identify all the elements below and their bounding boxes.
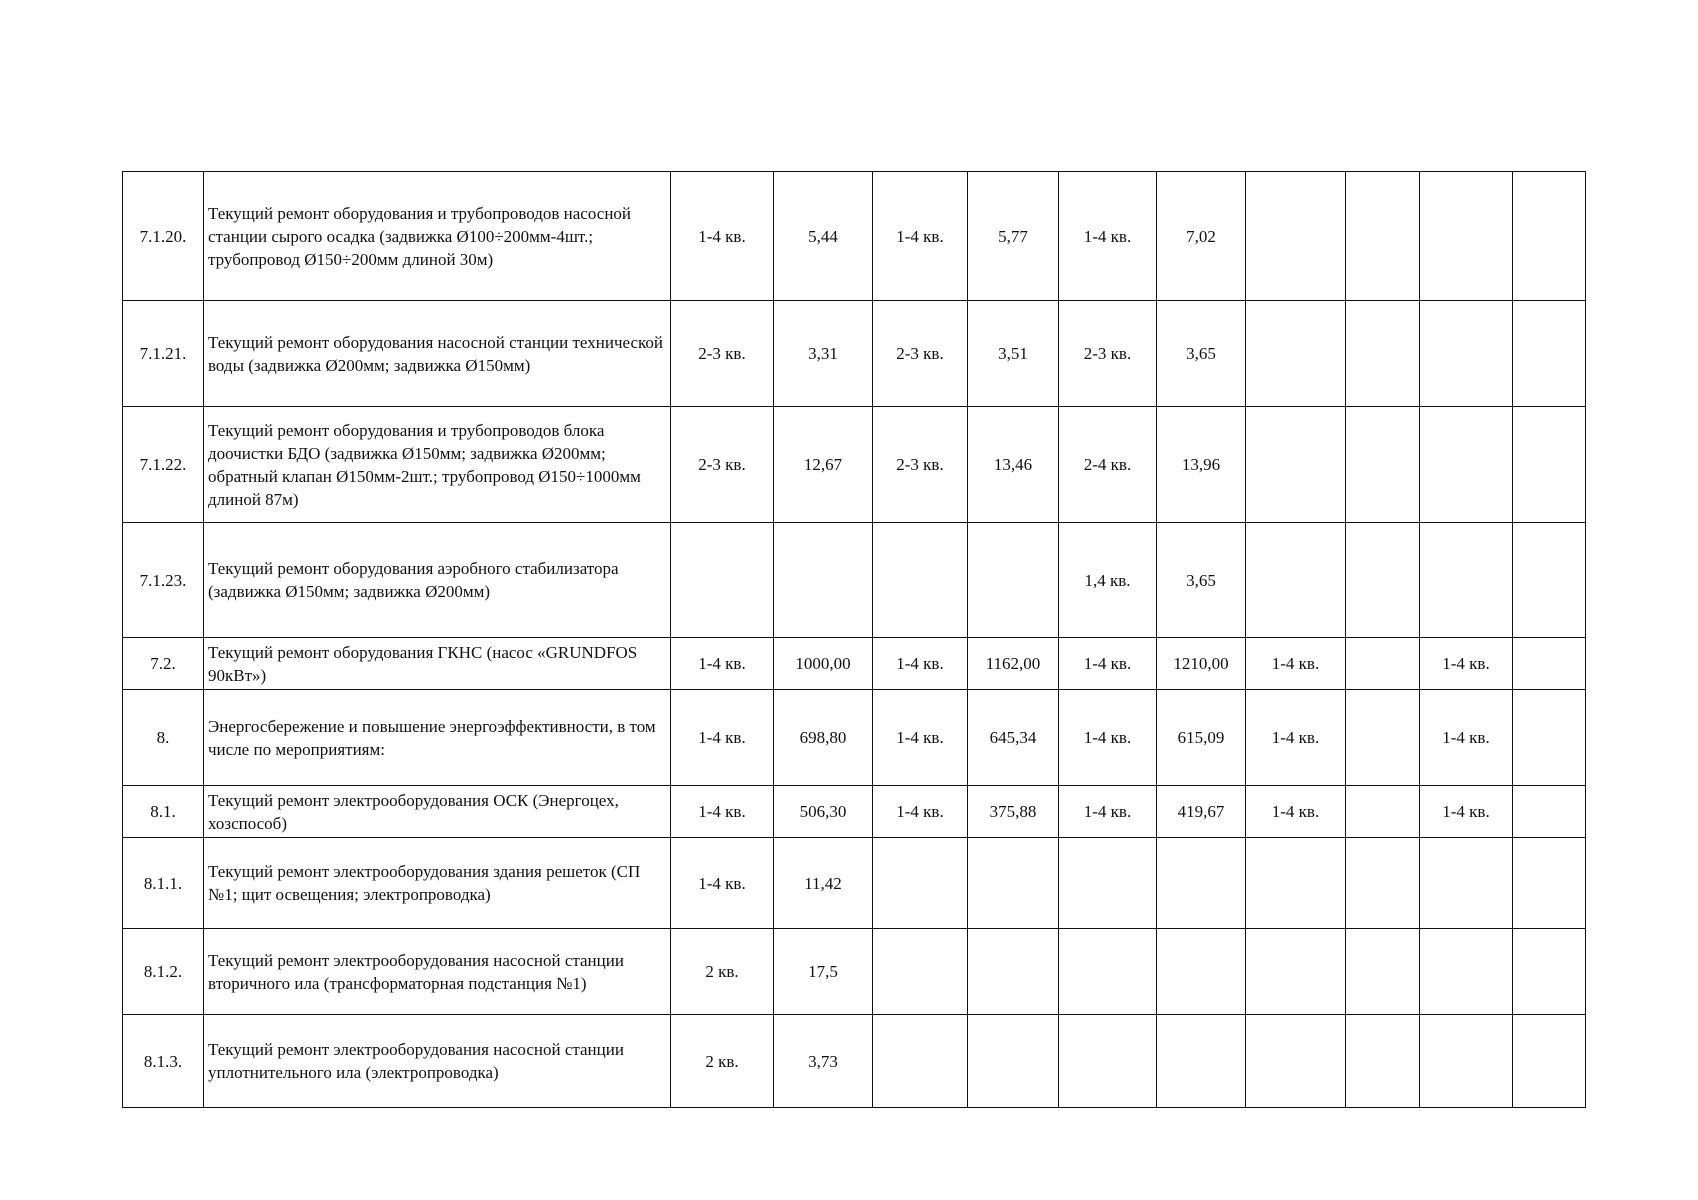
period-cell: 1-4 кв.: [1246, 786, 1346, 838]
table-row: [123, 1015, 1586, 1108]
period-cell: [873, 523, 968, 638]
description-cell: Текущий ремонт электрооборудования ОСК (Энергоцех, хозспособ): [204, 786, 671, 838]
period-cell: [1246, 523, 1346, 638]
row-number-cell: 8.: [123, 690, 204, 786]
period-cell: 1-4 кв.: [1059, 786, 1157, 838]
period-cell: [1246, 838, 1346, 929]
amount-cell: [1513, 638, 1586, 690]
amount-cell: [968, 1015, 1059, 1108]
description-cell: Энергосбережение и повышение энергоэффективности, в том числе по мероприятиям:: [204, 690, 671, 786]
amount-cell: 1000,00: [774, 638, 873, 690]
period-cell: 1-4 кв.: [1420, 786, 1513, 838]
amount-cell: 17,5: [774, 929, 873, 1015]
period-cell: 1-4 кв.: [873, 690, 968, 786]
amount-cell: [1513, 786, 1586, 838]
description-cell: Текущий ремонт оборудования ГКНС (насос «GRUNDFOS 90кВт»): [204, 638, 671, 690]
amount-cell: 3,51: [968, 301, 1059, 407]
period-cell: 2-3 кв.: [671, 407, 774, 523]
period-cell: 1-4 кв.: [671, 172, 774, 301]
period-cell: 2-3 кв.: [873, 407, 968, 523]
row-number-cell: 8.1.: [123, 786, 204, 838]
period-cell: [873, 929, 968, 1015]
amount-cell: [968, 838, 1059, 929]
amount-cell: 13,96: [1157, 407, 1246, 523]
description-cell: Текущий ремонт электрооборудования насосной станции уплотнительного ила (электропроводка): [204, 1015, 671, 1108]
amount-cell: [1513, 690, 1586, 786]
amount-cell: [1346, 929, 1420, 1015]
period-cell: [1246, 1015, 1346, 1108]
table-row: [123, 690, 1586, 786]
period-cell: 1-4 кв.: [1420, 690, 1513, 786]
period-cell: [873, 838, 968, 929]
amount-cell: 1162,00: [968, 638, 1059, 690]
period-cell: 1-4 кв.: [1420, 638, 1513, 690]
amount-cell: [968, 523, 1059, 638]
period-cell: 1-4 кв.: [671, 690, 774, 786]
amount-cell: [1346, 407, 1420, 523]
period-cell: 1-4 кв.: [873, 172, 968, 301]
row-number-cell: 7.1.22.: [123, 407, 204, 523]
description-cell: Текущий ремонт электрооборудования насосной станции вторичного ила (трансформаторная подстанция №1): [204, 929, 671, 1015]
period-cell: [1246, 301, 1346, 407]
amount-cell: [1157, 838, 1246, 929]
period-cell: [1059, 1015, 1157, 1108]
period-cell: [1059, 838, 1157, 929]
amount-cell: 615,09: [1157, 690, 1246, 786]
amount-cell: [1346, 838, 1420, 929]
period-cell: 1-4 кв.: [873, 786, 968, 838]
amount-cell: 3,65: [1157, 523, 1246, 638]
amount-cell: [1513, 838, 1586, 929]
row-number-cell: 7.1.21.: [123, 301, 204, 407]
period-cell: [671, 523, 774, 638]
amount-cell: 698,80: [774, 690, 873, 786]
row-number-cell: 8.1.3.: [123, 1015, 204, 1108]
description-cell: Текущий ремонт оборудования аэробного стабилизатора (задвижка Ø150мм; задвижка Ø200мм): [204, 523, 671, 638]
description-cell: Текущий ремонт электрооборудования здания решеток (СП №1; щит освещения; электропроводка): [204, 838, 671, 929]
amount-cell: 419,67: [1157, 786, 1246, 838]
period-cell: 1-4 кв.: [1246, 638, 1346, 690]
amount-cell: [1513, 301, 1586, 407]
amount-cell: 7,02: [1157, 172, 1246, 301]
table-row: [123, 838, 1586, 929]
amount-cell: 506,30: [774, 786, 873, 838]
description-cell: Текущий ремонт оборудования и трубопроводов блока доочистки БДО (задвижка Ø150мм; задвижка Ø200мм; обратный клапан Ø150мм-2шт.; трубопровод Ø150÷1000мм длиной 87м): [204, 407, 671, 523]
description-cell: Текущий ремонт оборудования насосной станции технической воды (задвижка Ø200мм; задвижка Ø150мм): [204, 301, 671, 407]
amount-cell: 11,42: [774, 838, 873, 929]
period-cell: [1420, 929, 1513, 1015]
table-row: [123, 929, 1586, 1015]
amount-cell: [774, 523, 873, 638]
amount-cell: [1346, 172, 1420, 301]
period-cell: 2-4 кв.: [1059, 407, 1157, 523]
table-row: [123, 786, 1586, 838]
period-cell: [1420, 301, 1513, 407]
amount-cell: [1513, 929, 1586, 1015]
period-cell: [1420, 523, 1513, 638]
amount-cell: 3,73: [774, 1015, 873, 1108]
period-cell: 2-3 кв.: [1059, 301, 1157, 407]
period-cell: 2-3 кв.: [671, 301, 774, 407]
amount-cell: [1346, 301, 1420, 407]
period-cell: 1-4 кв.: [1059, 690, 1157, 786]
amount-cell: [1513, 1015, 1586, 1108]
period-cell: [1246, 172, 1346, 301]
period-cell: 1-4 кв.: [1246, 690, 1346, 786]
amount-cell: 3,65: [1157, 301, 1246, 407]
table-row: [123, 301, 1586, 407]
amount-cell: 12,67: [774, 407, 873, 523]
period-cell: [1420, 1015, 1513, 1108]
table-row: [123, 172, 1586, 301]
row-number-cell: 8.1.2.: [123, 929, 204, 1015]
amount-cell: [1157, 1015, 1246, 1108]
period-cell: 1-4 кв.: [671, 838, 774, 929]
table-row: [123, 638, 1586, 690]
amount-cell: 1210,00: [1157, 638, 1246, 690]
description-cell: Текущий ремонт оборудования и трубопроводов насосной станции сырого осадка (задвижка Ø100÷200мм-4шт.; трубопровод Ø150÷200мм длиной 30м): [204, 172, 671, 301]
table-row: [123, 407, 1586, 523]
amount-cell: [1513, 407, 1586, 523]
amount-cell: [1513, 523, 1586, 638]
row-number-cell: 8.1.1.: [123, 838, 204, 929]
period-cell: 1-4 кв.: [1059, 638, 1157, 690]
amount-cell: [1513, 172, 1586, 301]
amount-cell: [1346, 690, 1420, 786]
amount-cell: 5,44: [774, 172, 873, 301]
period-cell: 1-4 кв.: [873, 638, 968, 690]
row-number-cell: 7.2.: [123, 638, 204, 690]
period-cell: 2 кв.: [671, 929, 774, 1015]
period-cell: [1420, 172, 1513, 301]
amount-cell: 375,88: [968, 786, 1059, 838]
table-row: [123, 523, 1586, 638]
period-cell: 1,4 кв.: [1059, 523, 1157, 638]
period-cell: 2 кв.: [671, 1015, 774, 1108]
amount-cell: [1346, 786, 1420, 838]
period-cell: [1246, 929, 1346, 1015]
period-cell: 1-4 кв.: [1059, 172, 1157, 301]
amount-cell: [1346, 1015, 1420, 1108]
row-number-cell: 7.1.23.: [123, 523, 204, 638]
amount-cell: 645,34: [968, 690, 1059, 786]
period-cell: [1246, 407, 1346, 523]
amount-cell: [1157, 929, 1246, 1015]
amount-cell: [968, 929, 1059, 1015]
period-cell: 2-3 кв.: [873, 301, 968, 407]
period-cell: [1420, 407, 1513, 523]
amount-cell: 5,77: [968, 172, 1059, 301]
work-plan-table: [122, 171, 1586, 1108]
row-number-cell: 7.1.20.: [123, 172, 204, 301]
period-cell: [873, 1015, 968, 1108]
period-cell: [1059, 929, 1157, 1015]
period-cell: 1-4 кв.: [671, 786, 774, 838]
period-cell: 1-4 кв.: [671, 638, 774, 690]
period-cell: [1420, 838, 1513, 929]
amount-cell: 13,46: [968, 407, 1059, 523]
amount-cell: 3,31: [774, 301, 873, 407]
amount-cell: [1346, 638, 1420, 690]
amount-cell: [1346, 523, 1420, 638]
